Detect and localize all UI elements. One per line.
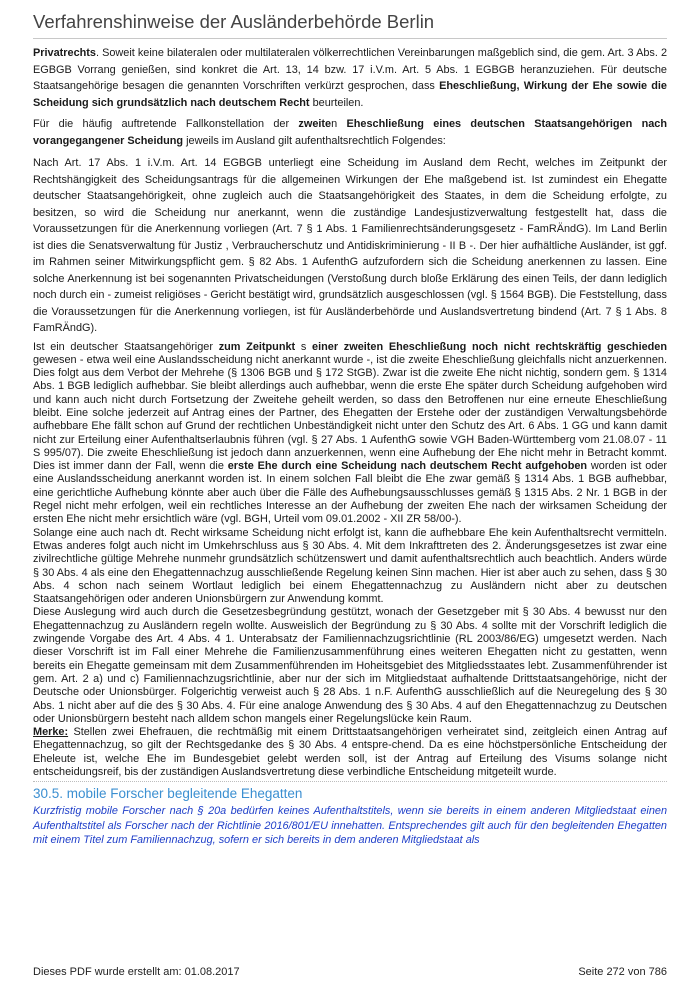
bold-text-run: einer zweiten Eheschließung noch nicht rechtskräftig geschieden — [312, 340, 668, 353]
page-header-title: Verfahrenshinweise der Ausländerbehörde Berlin — [33, 11, 435, 32]
header-divider — [33, 38, 667, 39]
footer-page-number: Seite 272 von 786 — [578, 966, 667, 978]
text-run: . Soweit keine bilateralen oder multilateralen völkerrechtlichen Vereinbarungen maßgeblich sind, die gem. Art. 3 Abs. 2 EGBGB Vorrang genießen, sind konkret die Art. 13, 14 bzw. 17 i.V.m. Art. 5 Abs. 1 EGBGB heranzuziehen. Für deutsche Staatsangehörige besagen die genannten Vorschriften verkürzt gesprochen, dass — [33, 47, 667, 92]
bold-text-run: Privatrechts — [33, 47, 96, 59]
paragraph-auslandsscheidung — [33, 155, 667, 337]
bold-text-run: erste Ehe durch eine Scheidung nach deutschem Recht aufgehoben — [227, 460, 588, 473]
paragraph-merke — [33, 726, 667, 779]
text-run: gewesen - etwa weil eine Auslandsscheidung nicht anerkannt wurde -, ist die zweite Eheschließung gleichfalls nicht anzuerkennen. Dies folgt aus dem Verbot der Mehrehe (§ 1306 BGB und § 172 StGB). Zwar ist die zweite Ehe nicht nichtig, sondern gem. § 1314 Abs. 1 BGB lediglich aufhebbar. Sie bleibt allerdings auch aufhebbar, wenn die erste Ehe später durch Scheidung aufgehoben wird und kann auch nicht durch Fortsetzung der Zweitehe geheilt werden, so dass den Betroffenen nur eine erneute Eheschließung bleibt. Eine solche jederzeit auf Antrag eines der Partner, des Ehegatten der Erstehe oder der zuständigen Verwaltungsbehörde aufhebbare Ehe fällt schon auf Grund der rechtlichen Unbeständigkeit nicht unter den Schutz des Art. 6 Abs. 1 GG und kann damit nicht zur Erteilung einer Aufenthaltserlaubnis führen (vgl. § 27 Abs. 1 AufenthG sowie VGH Baden-Württemberg vom 21.08.07 - 11 S 995/07). Die zweite Eheschließung ist jedoch dann anzuerkennen, wenn eine Aufhebung der Ehe nicht mehr in Betracht kommt. Dies ist immer dann der Fall, wenn die — [33, 353, 667, 473]
text-run: worden ist oder eine Auslandsscheidung anerkannt worden ist. In einem solchen Fall bleibt die Ehe zwar gemäß § 1314 Abs. 1 BGB aufhebbar, eine gerichtliche Aufhebung könnte aber auch über die Fälle des Aufhebungsausschlusses gemäß § 1315 Abs. 2 Nr. 1 BGB in der Regel nicht mehr erfolgen, weil ein rechtliches Interesse an der Aufhebung der zweiten Ehe nach der wirksamen Scheidung der ersten Ehe nicht mehr ersichtlich wäre (vgl. BGH, Urteil vom 09.01.2002 - XII ZR 58/00-). — [33, 460, 668, 526]
section-heading: 30.5. mobile Forscher begleitende Ehegatten — [33, 786, 303, 802]
bold-text-run: Eheschließung, Wirkung der Ehe sowie die Scheidung sich grundsätzlich nach deutschem Recht — [33, 80, 667, 109]
text-run: Kurzfristig mobile Forscher nach § 20a bedürfen keines Aufenthaltstitels, wenn sie bereits in einem anderen Mitgliedstaat einen Aufenthaltstitel als Forscher nach der Richtlinie 2016/801/EU innehatten. Entsprechendes gilt auch für den begleitenden Ehegatten mit einem Titel zum Familiennachzug, sofern er sich bereits in dem anderen Mitgliedstaat als — [33, 805, 667, 846]
bold-text-run: zum Zeitpunkt — [218, 340, 296, 353]
document-page — [33, 0, 667, 990]
text-run: beurteilen. — [309, 96, 364, 109]
paragraph-gesetzesbegruendung — [33, 606, 667, 726]
section-divider — [33, 781, 667, 782]
paragraph-mobile-forscher — [33, 804, 667, 847]
text-run: n — [331, 118, 347, 130]
text-run: Solange eine auch nach dt. Recht wirksame Scheidung nicht erfolgt ist, kann die aufhebbare Ehe kein Aufenthaltsrecht vermitteln. Etwas anderes folgt auch nicht im Umkehrschluss aus § 30 Abs. 4. Mit dem Inkrafttreten des 2. Änderungsgesetzes ist zwar eine zivilrechtliche gültige Mehrehe nunmehr grundsätzlich schützenswert und damit aufenthaltsrechtlich auch beachtlich. Anders würde § 30 Abs. 4 als eine den Ehegattennachzug ausschließende Regelung keinen Sinn machen. Hier ist aber auch zu sehen, dass § 30 Abs. 4 schon nach seinem Wortlaut lediglich bei einem Ehegattennachzug zu Ausländern nicht aber zu deutschen Staatsangehörigen oder anderen Unionsbürgern zur Anwendung kommt. — [33, 526, 667, 606]
text-run: s — [295, 340, 313, 353]
bold-text-run: Eheschließung eines deutschen Staatsangehörigen nach vorangegangener Scheidung — [33, 118, 667, 147]
text-run: Stellen zwei Ehefrauen, die rechtmäßig mit einem Drittstaatsangehörigen verheiratet sind, zeitgleich einen Antrag auf Ehegattennachzug, so gilt der Rechtsgedanke des § 30 Abs. 4 entspre-chend. Da es eine höchstpersönliche Entscheidung der Eheleute ist, welche Ehe im Bundesgebiet gelebt werden soll, ist der Antrag auf Erteilung des Visums solange nicht entscheidungsreif, bis der zuständigen Auslandsvertretung diese verbindliche Entscheidung mitgeteilt wurde. — [33, 726, 667, 778]
text-run: jeweils im Ausland gilt aufenthaltsrechtlich Folgendes: — [183, 134, 446, 147]
bold-text-run: zweite — [298, 118, 332, 130]
text-run: Für die häufig auftretende Fallkonstellation der — [33, 118, 299, 130]
paragraph-mehrehe — [33, 527, 667, 607]
paragraph-privatrecht — [33, 45, 667, 111]
footer-created-date: Dieses PDF wurde erstellt am: 01.08.2017 — [33, 966, 240, 978]
text-run: Ist ein deutscher Staatsangehöriger — [33, 340, 219, 353]
document-body — [33, 45, 667, 847]
text-run: Nach Art. 17 Abs. 1 i.V.m. Art. 14 EGBGB unterliegt eine Scheidung im Ausland dem Recht, welches im Zeitpunkt der Rechtshängigkeit des Scheidungsantrags für die allgemeinen Wirkungen der Ehe maßgebend ist. Ist zumindest ein Ehegatte deutscher Staatsangehörigkeit, ohne zugleich auch die Staatsangehörigkeit des Staates, in dem die Scheidung erfolgte, zu besitzen, so wird die Scheidung nur anerkannt, wenn die zuständige Landesjustizverwaltung festgestellt hat, dass die Voraussetzungen für die Anerkennung vorliegen (Art. 7 § 1 Abs. 1 Familienrechtsänderungsgesetz - FamRÄndG). Im Land Berlin ist dies die Senatsverwaltung für Justiz , Verbraucherschutz und Antidiskriminierung - II B -. Der hier aufhältliche Ausländer, ist ggf. im Rahmen seiner Mitwirkungspflicht gem. § 82 Abs. 1 AufenthG aufzufordern sich die Scheidung anerkennen zu lassen. Eine solche Anerkennung ist bei sogenannten Privatscheidungen (Verstoßung durch bloße Erklärung des einen Teils, der dann lediglich noch durch ein - zumeist religiöses - Gericht bestätigt wird, grundsätzlich ausgeschlossen (vgl. § 1564 BGB). Die Feststellung, dass die Voraussetzungen für die Anerkennung vorliegen, ist für Ausländerbehörde und Auslandsvertretung bindend (Art. 7 § 1 Abs. 8 FamRÄndG). — [33, 157, 667, 334]
paragraph-nicht-geschieden — [33, 341, 667, 527]
text-run: Diese Auslegung wird auch durch die Gesetzesbegründung gestützt, wonach der Gesetzgeber mit § 30 Abs. 4 bewusst nur den Ehegattennachzug zu Ausländern regeln wollte. Ausweislich der Begründung zu § 30 Abs. 4 sollte mit der Vorschrift lediglich die zwingende Vorgabe des Art. 4 Abs. 4 1. Unterabsatz der Familiennachzugsrichtlinie (RL 2003/86/EG) umgesetzt werden. Nach dieser Vorschrift ist im Fall einer Mehrehe die Familienzusammenführung eines weiteren Ehegatten nicht zu gestatten, wenn bereits ein Ehegatte gemeinsam mit dem Zusammenführenden im Hoheitsgebiet des Mitgliedsstaates lebt. Zusammenführender ist gem. Art. 2 a) und c) Familiennachzugsrichtlinie, aber nur der sich im Mitgliedstaat aufhaltende Drittstaatsangehörige, nicht der Deutsche oder Unionsbürger. Folgerichtig verweist auch § 28 Abs. 1 n.F. AufenthG ausschließlich auf die Neuregelung des § 30 Abs. 1 nicht aber auf die des § 30 Abs. 4. Für eine analoge Anwendung des § 30 Abs. 4 auf den Ehegattennachzug zu Deutschen oder Unionsbürgern besteht nach alldem schon mangels einer Regelungslücke kein Raum. — [33, 606, 667, 725]
paragraph-zweite-eheschliessung — [33, 116, 667, 149]
bold-text-run: Merke: — [33, 726, 69, 739]
